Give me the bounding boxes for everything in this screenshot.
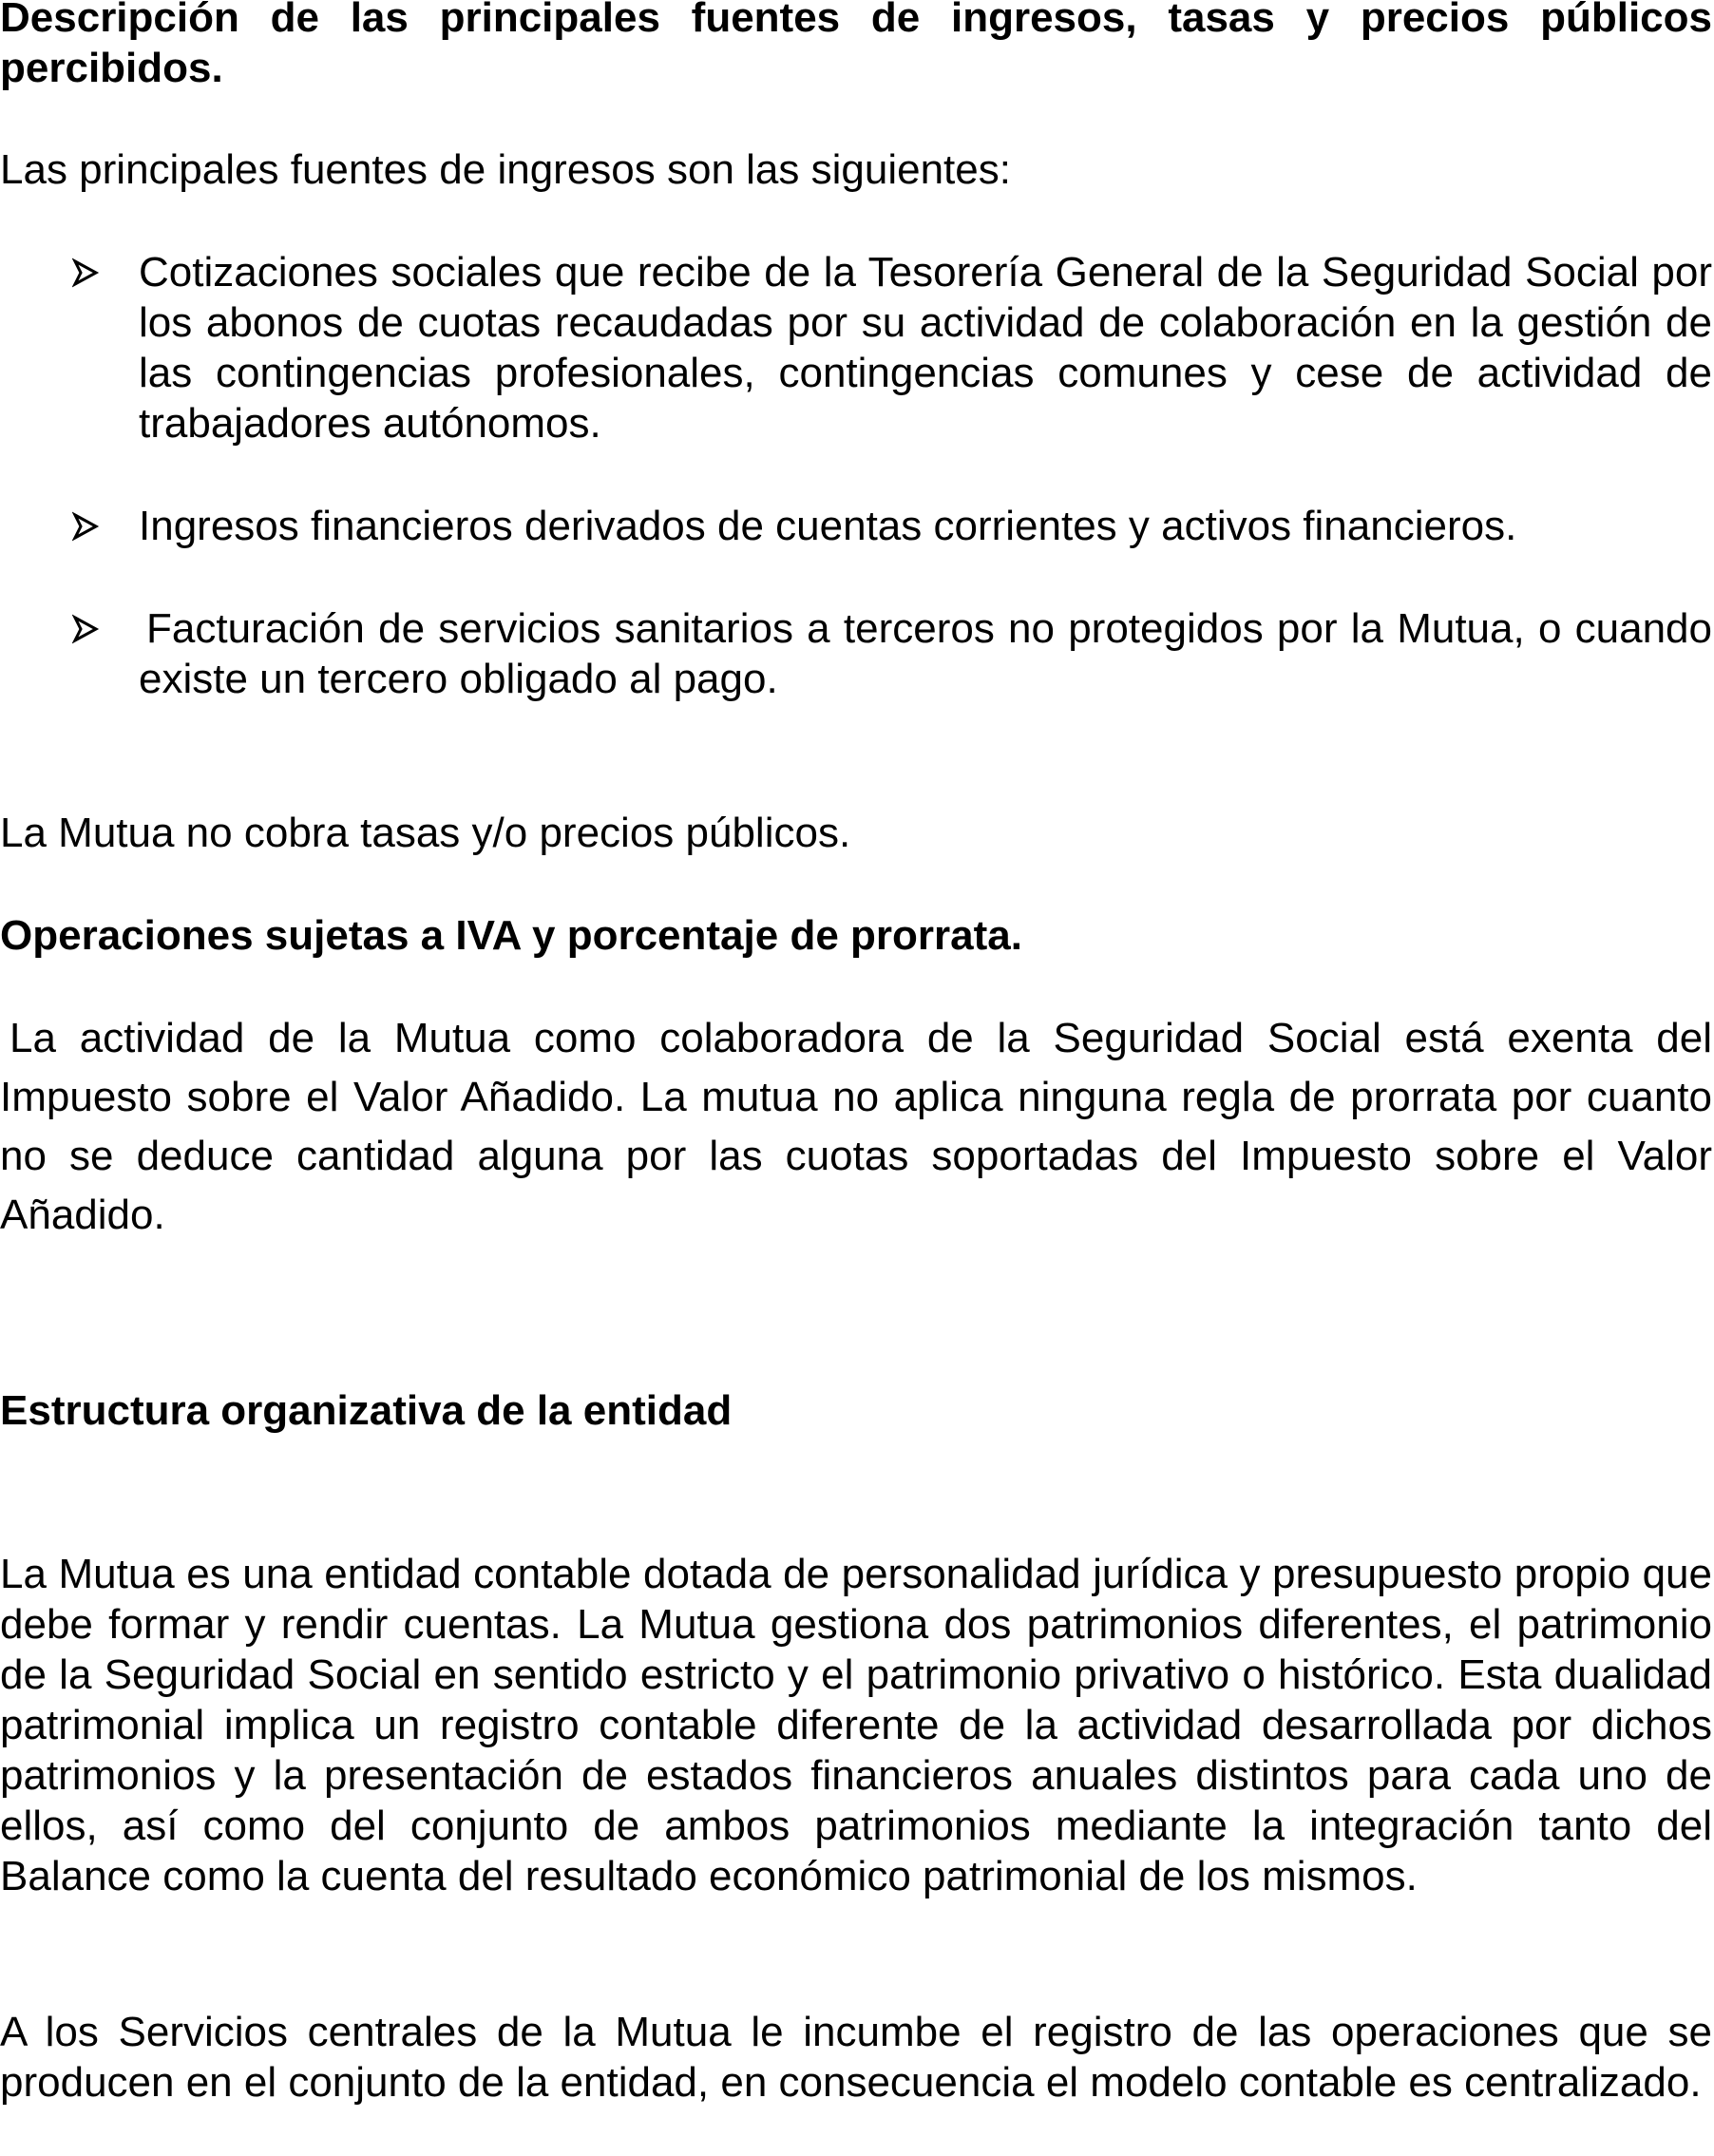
- section-heading-org-structure: Estructura organizativa de la entidad: [0, 1387, 733, 1434]
- public-fees-note: La Mutua no cobra tasas y/o precios públicos.: [0, 810, 851, 856]
- income-sources-list-2: [0, 501, 1712, 551]
- section-heading-vat: Operaciones sujetas a IVA y porcentaje de prorrata.: [0, 912, 1022, 959]
- list-item: [0, 247, 1712, 448]
- income-sources-intro: Las principales fuentes de ingresos son las siguientes:: [0, 146, 1011, 193]
- arrowhead-bullet-icon: [72, 603, 101, 654]
- income-sources-list-3: [0, 603, 1712, 704]
- vat-paragraph: La actividad de la Mutua como colaboradora de la Seguridad Social está exenta del Impuesto sobre el Valor Añadido. La mutua no aplica ninguna regla de prorrata por cuanto no se deduce cantidad alguna por las cuotas soportadas del Impuesto sobre el Valor Añadido.: [0, 1015, 1712, 1238]
- org-structure-paragraph-2: A los Servicios centrales de la Mutua le incumbe el registro de las operaciones que se producen en el conjunto de la entidad, en consecuencia el modelo contable es centralizado.: [0, 2009, 1712, 2106]
- section-heading-income-sources: Descripción de las principales fuentes de ingresos, tasas y precios públicos percibidos.: [0, 0, 1712, 91]
- list-item-text: Ingresos financieros derivados de cuentas corrientes y activos financieros.: [139, 503, 1517, 549]
- arrowhead-bullet-icon: [72, 501, 101, 551]
- list-item-text: Cotizaciones sociales que recibe de la Tesorería General de la Seguridad Social por los abonos de cuotas recaudadas por su actividad de colaboración en la gestión de las contingencias profesionales, contingencias comunes y cese de actividad de trabajadores autónomos.: [139, 249, 1712, 447]
- org-structure-paragraph-1: La Mutua es una entidad contable dotada de personalidad jurídica y presupuesto propio que debe formar y rendir cuentas. La Mutua gestiona dos patrimonios diferentes, el patrimonio de la Seguridad Social en sentido estricto y el patrimonio privativo o histórico. Esta dualidad patrimonial implica un registro contable diferente de la actividad desarrollada por dichos patrimonios y la presentación de estados financieros anuales distintos para cada uno de ellos, así como del conjunto de ambos patrimonios mediante la integración tanto del Balance como la cuenta del resultado económico patrimonial de los mismos.: [0, 1551, 1712, 1899]
- list-item: [0, 501, 1712, 551]
- arrowhead-bullet-icon: [72, 247, 101, 297]
- list-item: [0, 603, 1712, 704]
- list-item-text: Facturación de servicios sanitarios a terceros no protegidos por la Mutua, o cuando existe un tercero obligado al pago.: [139, 605, 1712, 702]
- income-sources-list: [0, 247, 1712, 448]
